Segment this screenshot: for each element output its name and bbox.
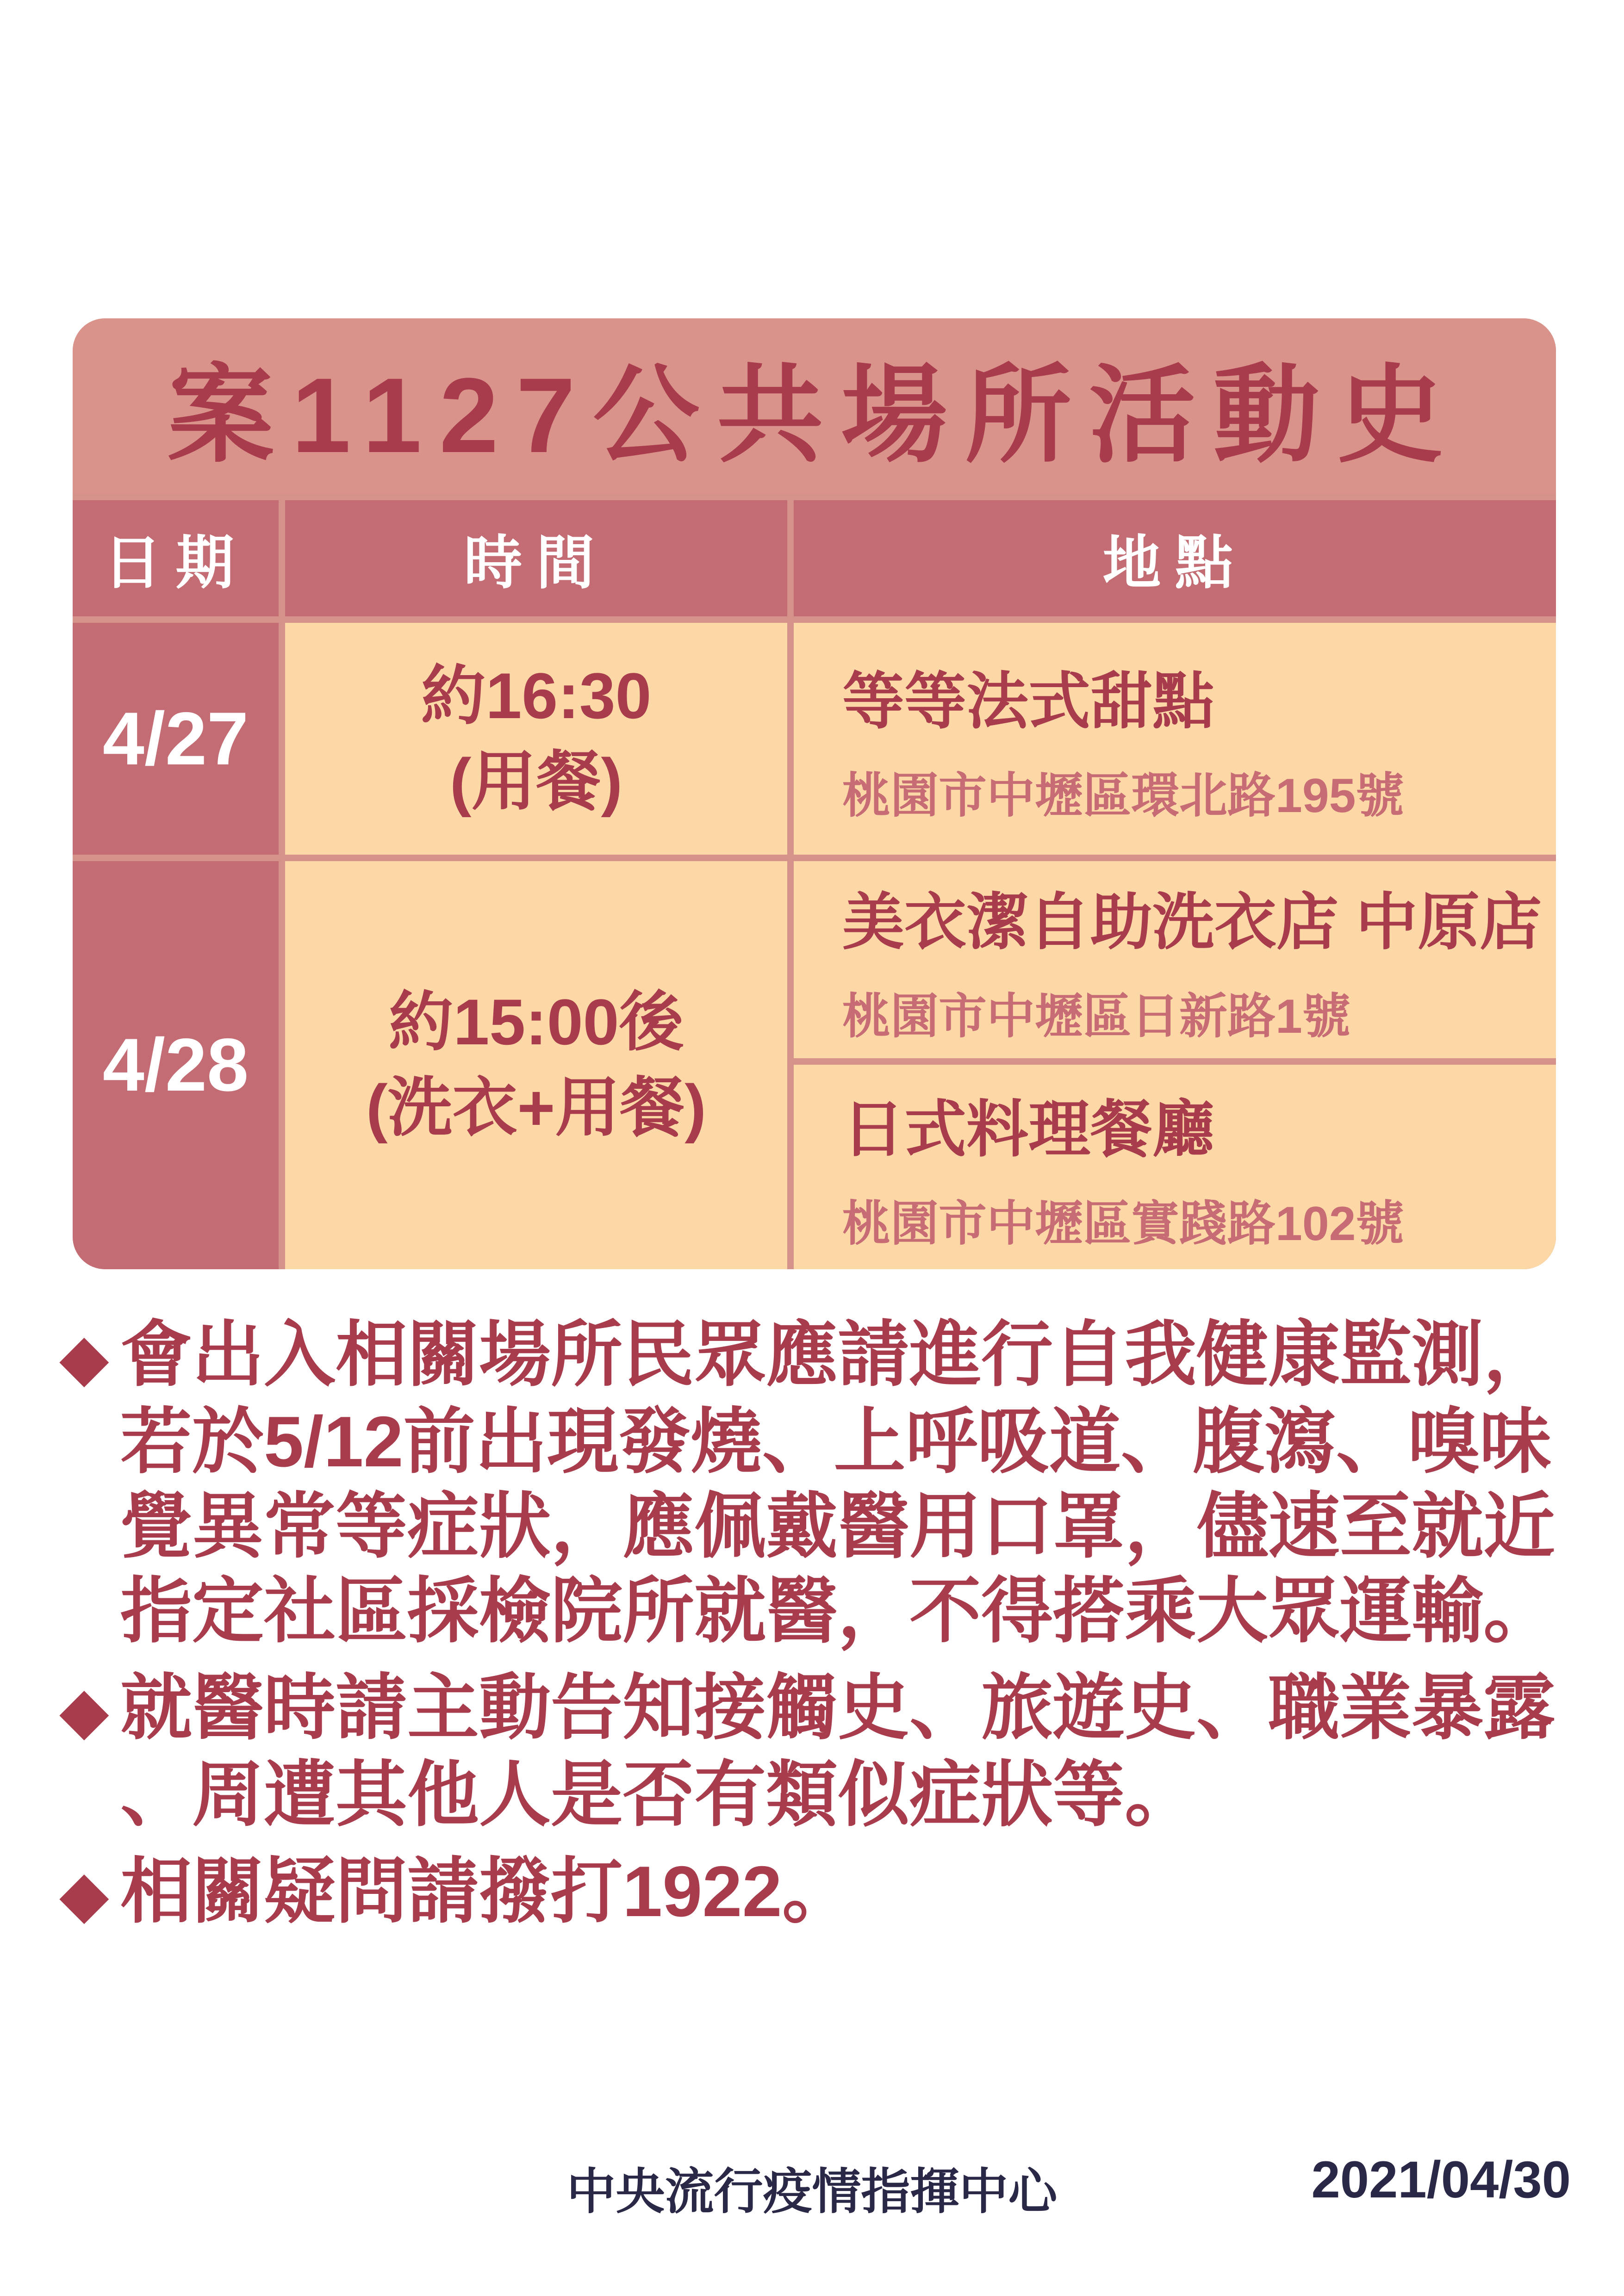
date-cell: 4/28 (73, 861, 279, 1269)
location-cell-group (794, 861, 1556, 1269)
venue-address: 桃園市中壢區實踐路102號 (842, 1197, 1404, 1251)
location-cell (794, 861, 1556, 1058)
note-item (59, 1312, 1561, 1653)
location-cell (794, 623, 1556, 855)
note-text: 就醫時請主動告知接觸史、旅遊史、職業暴露、周遭其他人是否有類似症狀等。 (120, 1668, 1555, 1835)
venue-address: 桃園市中壢區日新路1號 (842, 990, 1350, 1043)
column-header-location: 地點 (794, 500, 1556, 616)
venue-address: 桃園市中壢區環北路195號 (842, 769, 1404, 823)
note-item (59, 1665, 1561, 1837)
time-activity-note: (用餐) (449, 745, 623, 818)
diamond-bullet-icon: ◆ (59, 1674, 109, 1746)
time-cell (285, 861, 787, 1269)
location-cell (794, 1065, 1556, 1269)
footer-organization: 中央流行疫情指揮中心 (566, 2165, 1058, 2219)
time-activity-note: (洗衣+用餐) (366, 1071, 706, 1144)
poster-title: 案1127公共場所活動史 (73, 318, 1556, 494)
time-cell (285, 623, 787, 855)
note-text: 相關疑問請撥打1922。 (120, 1851, 854, 1931)
note-text: 會出入相關場所民眾應請進行自我健康監測，若於5/12前出現發燒、上呼吸道、腹瀉、嗅味覺異常等症狀，應佩戴醫用口罩，儘速至就近指定社區採檢院所就醫，不得搭乘大眾運輸。 (120, 1315, 1555, 1651)
time-value: 約16:30 (421, 659, 652, 732)
date-cell: 4/27 (73, 623, 279, 855)
activity-history-card (73, 318, 1556, 1269)
advisory-notes (59, 1312, 1561, 1948)
column-header-date: 日期 (73, 500, 279, 616)
diamond-bullet-icon: ◆ (59, 1321, 109, 1393)
venue-name: 等等法式甜點 (842, 667, 1215, 736)
note-item (59, 1849, 1561, 1936)
footer-date: 2021/04/30 (1311, 2151, 1571, 2209)
time-value: 約15:00後 (388, 986, 684, 1059)
column-header-time: 時間 (285, 500, 787, 616)
venue-name: 美衣潔自助洗衣店 中原店 (842, 888, 1542, 957)
diamond-bullet-icon: ◆ (59, 1857, 109, 1930)
venue-name: 日式料理餐廳 (842, 1095, 1215, 1164)
